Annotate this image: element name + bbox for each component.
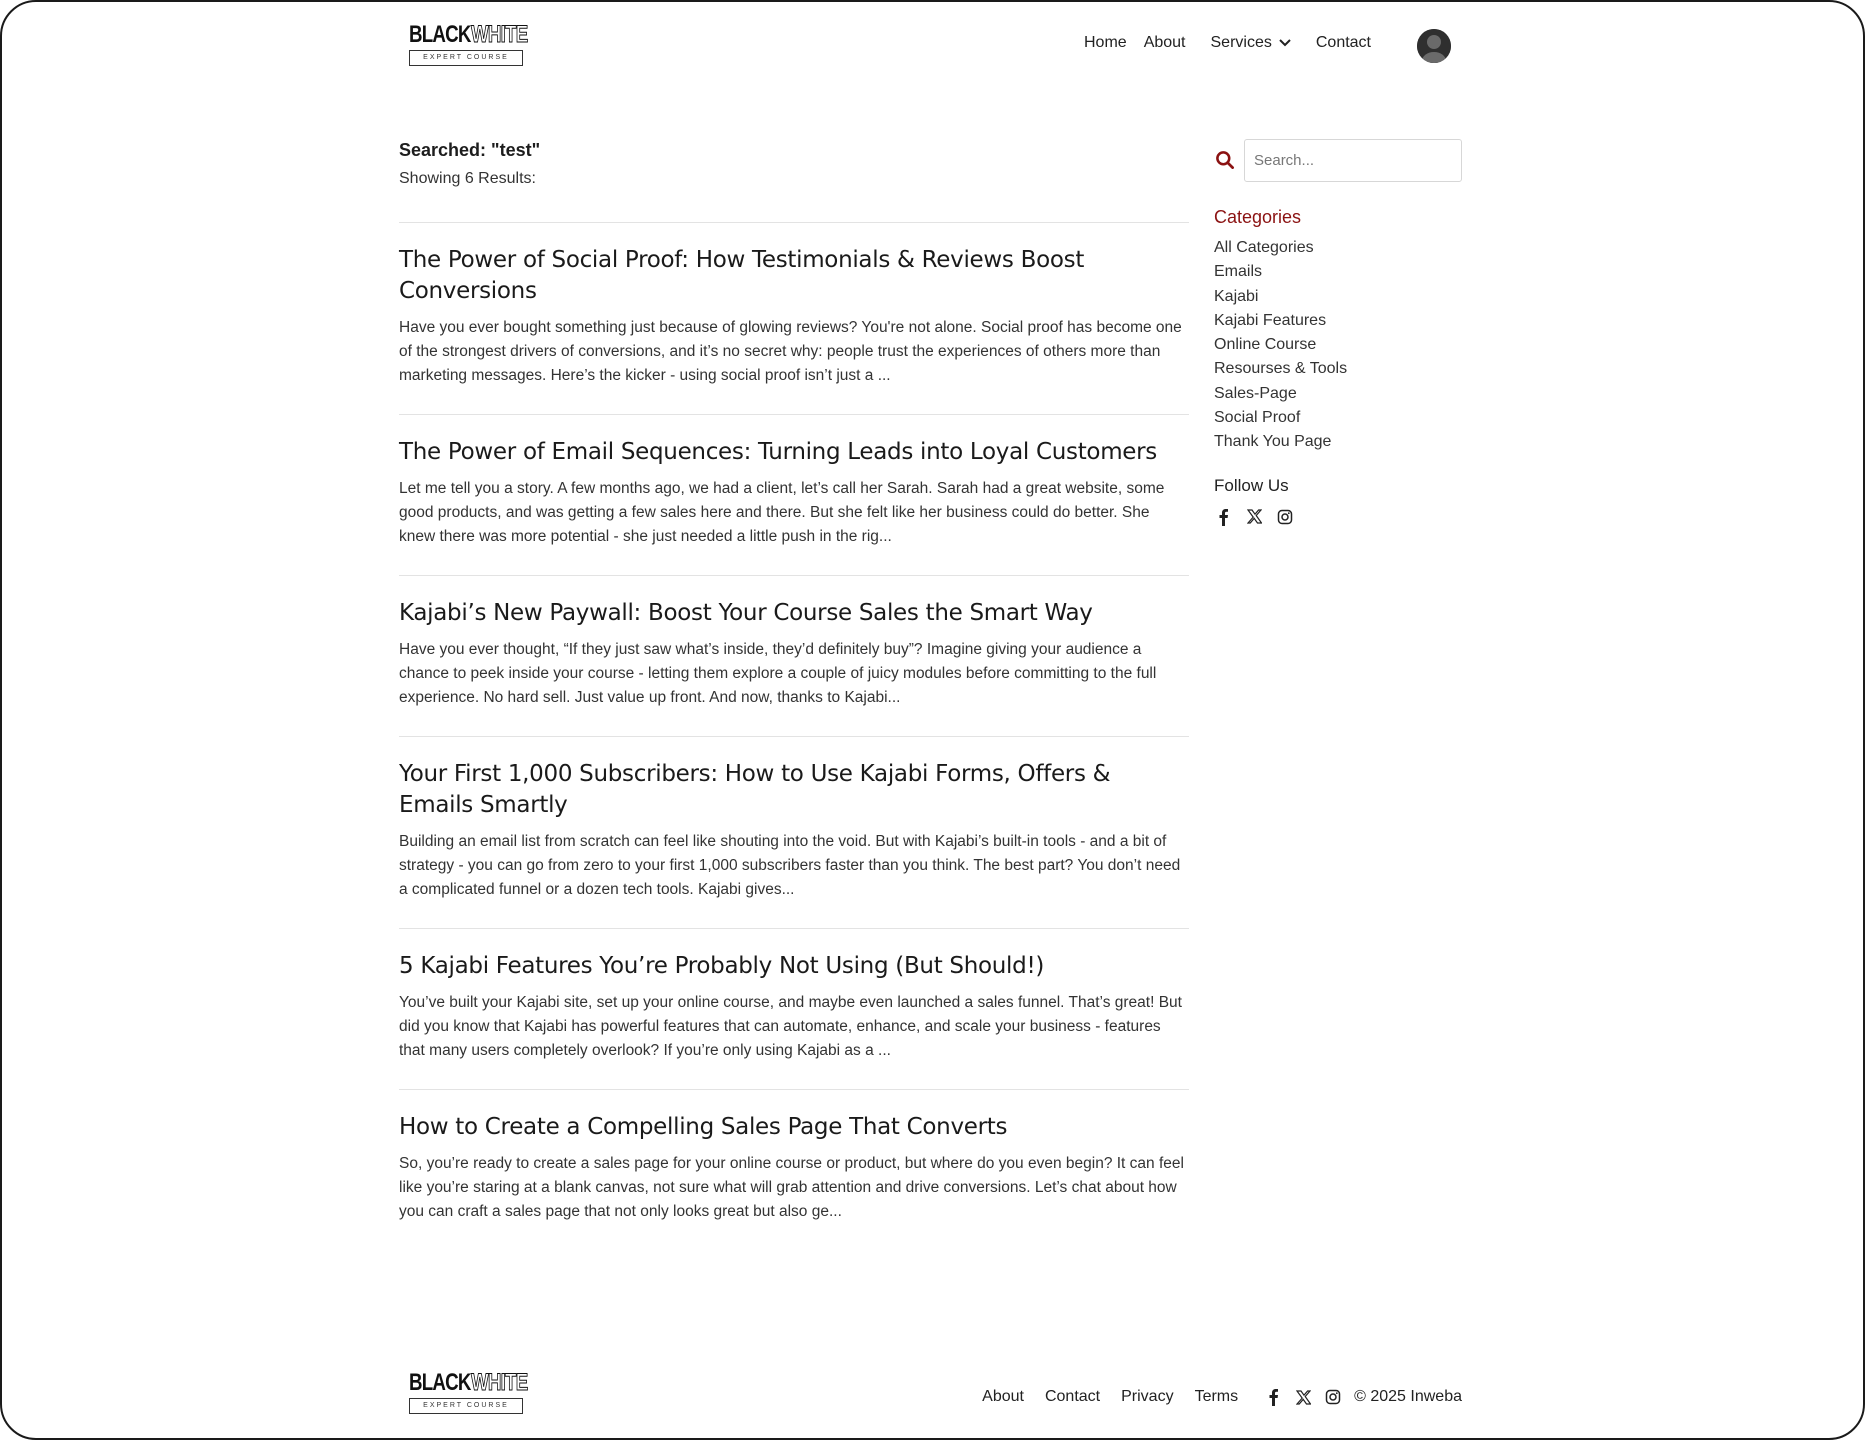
sidebar	[1214, 138, 1462, 526]
chevron-down-icon	[1278, 38, 1292, 48]
site-logo[interactable]	[409, 21, 528, 68]
main-nav	[1084, 34, 1371, 52]
post-excerpt: Let me tell you a story. A few months ago, we had a client, let’s call her Sarah. Sarah had a great website, some good products, and was getting a few sales here and there. But she felt like her business could do better. She knew there was more potential - she just needed a little push in the rig...	[399, 480, 1165, 545]
logo-white-word: WHITE	[471, 1369, 528, 1396]
post-item	[399, 223, 1189, 414]
site-footer	[399, 1369, 1462, 1422]
logo-white-word: WHITE	[471, 21, 528, 48]
nav-contact[interactable]: Contact	[1315, 34, 1371, 51]
category-link[interactable]: Thank You Page	[1214, 433, 1332, 451]
search-title: Searched: "test"	[399, 140, 541, 160]
search-icon[interactable]	[1214, 147, 1236, 173]
results-count: Showing 6 Results:	[399, 170, 536, 187]
post-title[interactable]: How to Create a Compelling Sales Page That Converts	[399, 1114, 1008, 1140]
post-item	[399, 576, 1189, 736]
instagram-icon[interactable]	[1324, 1388, 1342, 1406]
footer-privacy-link[interactable]: Privacy	[1121, 1388, 1174, 1405]
logo-tagline: EXPERT COURSE	[409, 50, 523, 66]
categories-list	[1214, 236, 1462, 455]
post-excerpt: You’ve built your Kajabi site, set up your online course, and maybe even launched a sales funnel. That’s great! But did you know that Kajabi has powerful features that can automate, enhance, and scale your business - features that many users completely overlook? If you’re only using Kajabi as a ...	[399, 994, 1182, 1059]
logo-black-word: BLACK	[409, 21, 471, 48]
post-item	[399, 415, 1189, 575]
follow-heading: Follow Us	[1214, 475, 1289, 495]
post-title[interactable]: The Power of Email Sequences: Turning Leads into Loyal Customers	[399, 439, 1157, 465]
facebook-icon[interactable]	[1264, 1388, 1282, 1406]
logo-wordmark	[409, 1369, 528, 1396]
category-link[interactable]: Sales-Page	[1214, 384, 1297, 402]
facebook-icon[interactable]	[1214, 508, 1232, 526]
search-input[interactable]	[1244, 139, 1462, 182]
post-title[interactable]: The Power of Social Proof: How Testimonials & Reviews Boost Conversions	[399, 247, 1085, 304]
category-link[interactable]: Social Proof	[1214, 409, 1301, 427]
category-link[interactable]: Kajabi Features	[1214, 311, 1327, 329]
categories-heading: Categories	[1214, 207, 1302, 227]
logo-black-word: BLACK	[409, 1369, 471, 1396]
social-links	[1214, 508, 1462, 526]
nav-services-label: Services	[1210, 34, 1272, 51]
sidebar-search	[1214, 138, 1462, 182]
category-link[interactable]: Kajabi	[1214, 287, 1259, 305]
avatar[interactable]	[1417, 29, 1451, 63]
footer-links	[982, 1388, 1462, 1406]
footer-terms-link[interactable]: Terms	[1194, 1388, 1239, 1405]
footer-about-link[interactable]: About	[982, 1388, 1024, 1405]
category-link[interactable]: Online Course	[1214, 336, 1317, 354]
category-link[interactable]: Emails	[1214, 263, 1263, 281]
site-header	[399, 2, 1462, 92]
x-icon[interactable]	[1245, 508, 1263, 526]
footer-contact-link[interactable]: Contact	[1044, 1388, 1101, 1405]
nav-home[interactable]: Home	[1084, 34, 1127, 51]
post-excerpt: Have you ever thought, “If they just saw what’s inside, they’d definitely buy”? Imagine giving your audience a chance to peek inside your course - letting them explore a couple of juicy modules before committing to the full experience. No hard sell. Just value up front. And now, thanks to Kajabi...	[399, 641, 1157, 706]
logo-tagline: EXPERT COURSE	[409, 1398, 523, 1414]
nav-services[interactable]	[1211, 34, 1292, 52]
post-excerpt: Building an email list from scratch can feel like shouting into the void. But with Kajabi’s built-in tools - and a bit of strategy - you can go from zero to your first 1,000 subscribers faster than you think. The best part? You don’t need a complicated funnel or a dozen tech tools. Kajabi gives...	[399, 833, 1181, 898]
post-title[interactable]: Your First 1,000 Subscribers: How to Use Kajabi Forms, Offers & Emails Smartly	[399, 761, 1111, 818]
post-title[interactable]: Kajabi’s New Paywall: Boost Your Course Sales the Smart Way	[399, 600, 1093, 626]
post-excerpt: Have you ever bought something just because of glowing reviews? You're not alone. Social proof has become one of the strongest drivers of conversions, and it’s no secret why: people trust the experiences of others more than marketing messages. Here’s the kicker - using social proof isn’t just a ...	[399, 319, 1182, 384]
logo-wordmark	[409, 21, 528, 48]
copyright: © 2025 Inweba	[1354, 1388, 1462, 1405]
instagram-icon[interactable]	[1276, 508, 1294, 526]
category-link[interactable]: Resourses & Tools	[1214, 360, 1348, 378]
post-item	[399, 737, 1189, 928]
post-item	[399, 929, 1189, 1089]
post-item	[399, 1090, 1189, 1250]
search-results	[399, 140, 1189, 1250]
post-title[interactable]: 5 Kajabi Features You’re Probably Not Using (But Should!)	[399, 953, 1045, 979]
user-icon	[1417, 29, 1451, 63]
x-icon[interactable]	[1294, 1388, 1312, 1406]
post-excerpt: So, you’re ready to create a sales page for your online course or product, but where do you even begin? It can feel like you’re staring at a blank canvas, not sure what will grab attention and drive conversions. Let’s chat about how you can craft a sales page that not only looks great but also ge...	[399, 1155, 1184, 1220]
footer-logo[interactable]	[409, 1369, 528, 1416]
nav-about[interactable]: About	[1143, 34, 1186, 51]
category-link[interactable]: All Categories	[1214, 239, 1314, 256]
